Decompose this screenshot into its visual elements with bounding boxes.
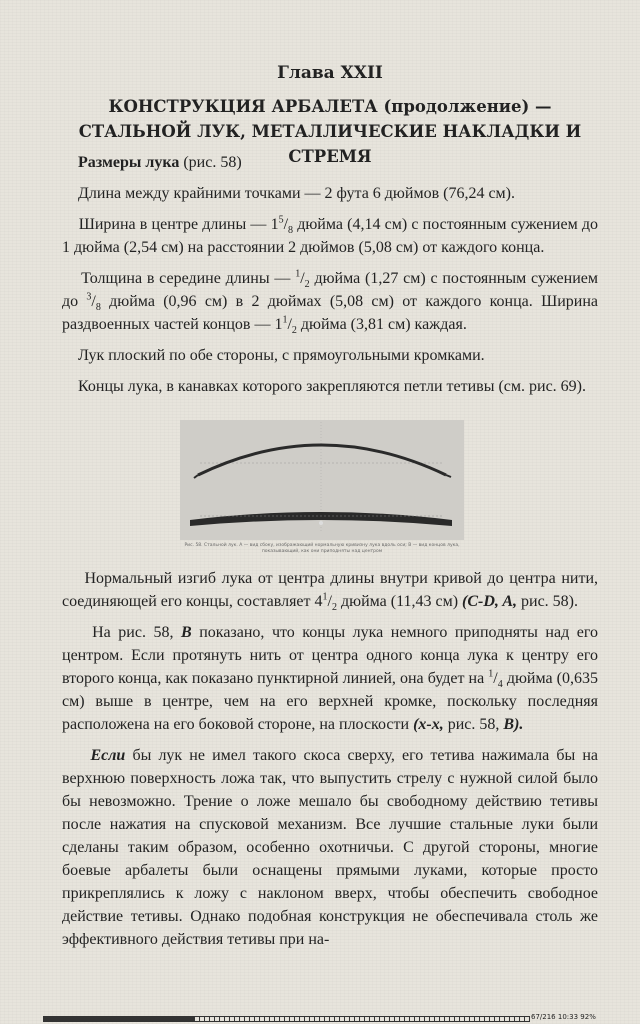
page-counter: 67/216 <box>531 1013 556 1021</box>
reader-status-bar <box>0 1013 640 1024</box>
bow-illustration <box>180 420 464 540</box>
paragraph-length: Длина между крайними точками — 2 фута 6 дюймов (76,24 см). <box>78 185 516 202</box>
chapter-heading: Глава XXII <box>277 63 383 83</box>
battery-level: 92% <box>580 1013 596 1021</box>
paragraph-flat: Лук плоский по обе стороны, с прямоугольными кромками. <box>78 347 485 364</box>
reading-progress-bar[interactable] <box>43 1016 530 1022</box>
sizes-heading: Размеры лука <box>78 154 180 171</box>
figure-caption: Рис. 58. Стальной лук. А — вид сбоку, изображающий нормальную кривизну лука вдоль оси; В — вид концов лука, показывающий, как они приподняты над центром <box>184 543 460 554</box>
sizes-ref: (рис. 58) <box>179 154 242 171</box>
chapter-title: КОНСТРУКЦИЯ АРБАЛЕТА (продолжение) — СТАЛЬНОЙ ЛУК, МЕТАЛЛИЧЕСКИЕ НАКЛАДКИ И СТРЕМЯ <box>78 97 582 166</box>
reading-progress-fill <box>44 1017 194 1021</box>
figure-steel-bow <box>180 420 464 540</box>
paragraph-if: Если бы лук не имел такого скоса сверху, его тетива нажимала бы на верхнюю поверхность ложа так, что выпустить стрелу с нужной силой было бы невозможно. Трение о ложе мешало бы свободному действию тетивы после нажатия на спусковой механизм. Все лучшие стальные луки были сделаны таким образом, особенно охотничьи. С другой стороны, многие боевые арбалеты были оснащены прямыми луками, которые просто прикреплялись к ложу с наклоном вверх, чтобы обеспечить свободное действие тетивы. Однако подобная конструкция не обеспечивала столь же эффективного действия тетивы при на- <box>62 747 598 948</box>
paragraph-ends: Концы лука, в канавках которого закрепляются петли тетивы (см. рис. 69). <box>78 378 586 395</box>
text-block-bottom <box>62 567 598 959</box>
text-block-top <box>62 151 598 406</box>
paragraph-fig58: На рис. 58, B показано, что концы лука немного приподняты над его центром. Если протянуть нить от центра одного конца лука к центру его второго конца, как показано пунктирной линией, она будет на $^1/_4$ дюйма (0,635 см) выше в центре, чем на его верхней кромке, поскольку последняя расположена на его боковой стороне, на плоскости (х-х, рис. 58, В). <box>62 624 599 733</box>
clock: 10:33 <box>557 1013 579 1021</box>
paragraph-curve: Нормальный изгиб лука от центра длины внутри кривой до центра нити, соединяющей его концы, составляет $4^1/_2$ дюйма (11,43 см) (C-D, A, рис. 58). <box>62 570 599 614</box>
status-text <box>531 1013 596 1021</box>
paragraph-thickness: Толщина в середине длины — $^1/_2$ дюйма (1,27 см) с постоянным сужением до $^3/_8$ дюйма (0,96 см) в 2 дюймах (5,08 см) от каждого конца. Ширина раздвоенных частей концов — $1^1/_2$ дюйма (3,81 см) каждая. <box>62 268 599 337</box>
paragraph-width: Ширина в центре длины — $1^5/_8$ дюйма (4,14 см) с постоянным сужением до 1 дюйма (2,54 см) на расстоянии 2 дюймов (5,08 см) от каждого конца. <box>62 214 599 256</box>
paragraph-sizes <box>62 151 598 174</box>
